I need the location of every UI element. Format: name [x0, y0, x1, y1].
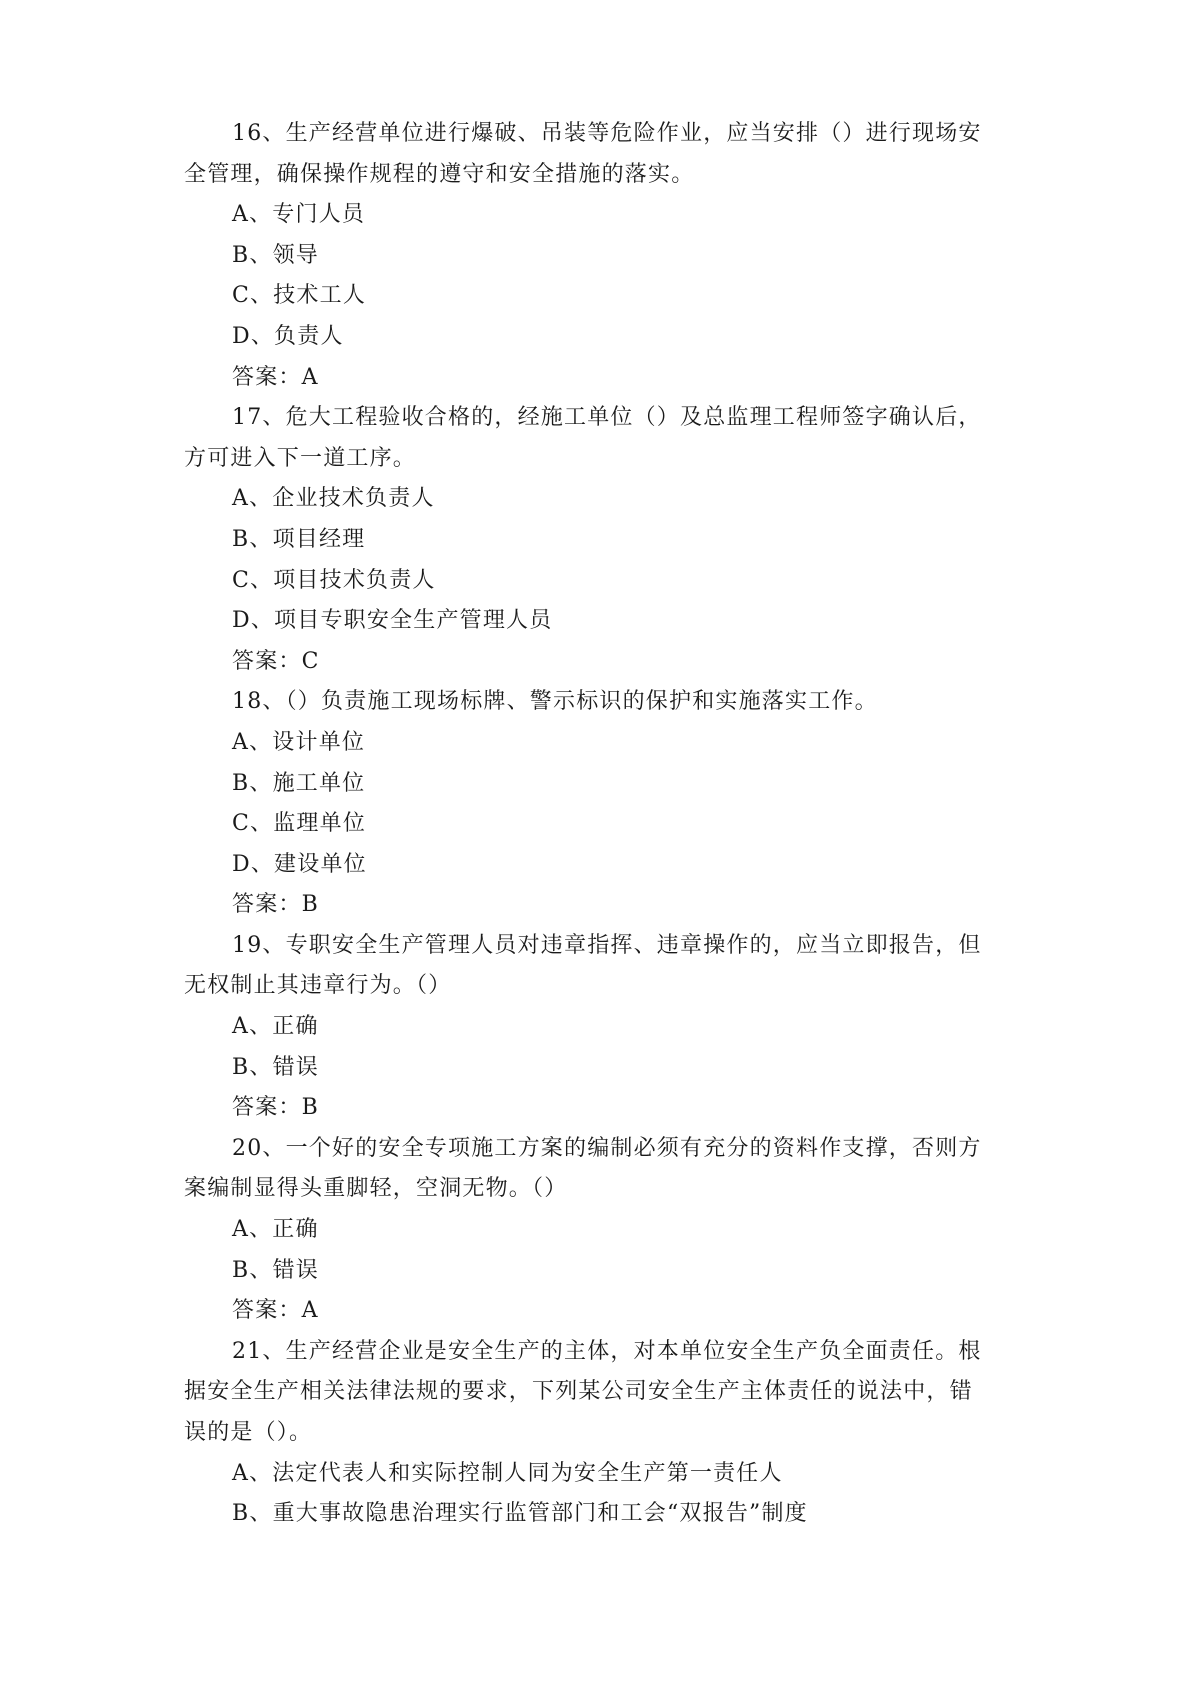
question-text-line: 全管理，确保操作规程的遵守和安全措施的落实。 — [184, 161, 695, 187]
answer-option: A、正确 — [232, 1217, 319, 1243]
answer-option: A、正确 — [232, 1014, 319, 1040]
question-block — [184, 1129, 1004, 1332]
answer-key: 答案：B — [232, 1095, 319, 1121]
question-text-line: 19、专职安全生产管理人员对违章指挥、违章操作的，应当立即报告，但 — [232, 932, 982, 958]
answer-key: 答案：B — [232, 892, 319, 918]
question-text-line: 方可进入下一道工序。 — [184, 445, 417, 471]
answer-option: B、重大事故隐患治理实行监管部门和工会“双报告”制度 — [232, 1501, 808, 1527]
answer-option: A、法定代表人和实际控制人同为安全生产第一责任人 — [232, 1460, 783, 1486]
question-text-line: 据安全生产相关法律法规的要求，下列某公司安全生产主体责任的说法中，错 — [184, 1379, 973, 1405]
answer-option: D、项目专职安全生产管理人员 — [232, 608, 553, 634]
answer-key: 答案：A — [232, 1298, 319, 1324]
answer-option: C、技术工人 — [232, 283, 367, 309]
answer-option: D、负责人 — [232, 323, 344, 349]
answer-key: 答案：C — [232, 648, 320, 674]
answer-option: B、领导 — [232, 242, 319, 268]
question-text-line: 18、（）负责施工现场标牌、警示标识的保护和实施落实工作。 — [232, 689, 878, 715]
answer-option: C、项目技术负责人 — [232, 567, 436, 593]
answer-option: B、项目经理 — [232, 526, 366, 552]
question-block — [184, 682, 1004, 926]
question-text-line: 17、危大工程验收合格的，经施工单位（）及总监理工程师签字确认后， — [232, 405, 982, 431]
question-block — [184, 926, 1004, 1129]
question-block — [184, 114, 1004, 398]
question-text-line: 误的是（）。 — [184, 1420, 313, 1445]
question-text-line: 无权制止其违章行为。（） — [184, 973, 452, 999]
answer-option: C、监理单位 — [232, 811, 367, 837]
question-text-line: 案编制显得头重脚轻，空洞无物。（） — [184, 1176, 568, 1202]
answer-option: B、错误 — [232, 1054, 319, 1080]
answer-option: A、专门人员 — [232, 202, 366, 228]
answer-option: A、企业技术负责人 — [232, 486, 435, 512]
answer-option: D、建设单位 — [232, 851, 367, 877]
document-page — [184, 114, 1004, 1535]
question-block — [184, 1332, 1004, 1535]
answer-option: A、设计单位 — [232, 729, 366, 755]
question-block — [184, 398, 1004, 682]
question-text-line: 21、生产经营企业是安全生产的主体，对本单位安全生产负全面责任。根 — [232, 1338, 982, 1364]
question-text-line: 16、生产经营单位进行爆破、吊装等危险作业，应当安排（）进行现场安 — [232, 121, 982, 146]
answer-key: 答案：A — [232, 364, 319, 390]
answer-option: B、施工单位 — [232, 770, 366, 796]
question-text-line: 20、一个好的安全专项施工方案的编制必须有充分的资料作支撑，否则方 — [232, 1135, 982, 1161]
answer-option: B、错误 — [232, 1257, 319, 1283]
